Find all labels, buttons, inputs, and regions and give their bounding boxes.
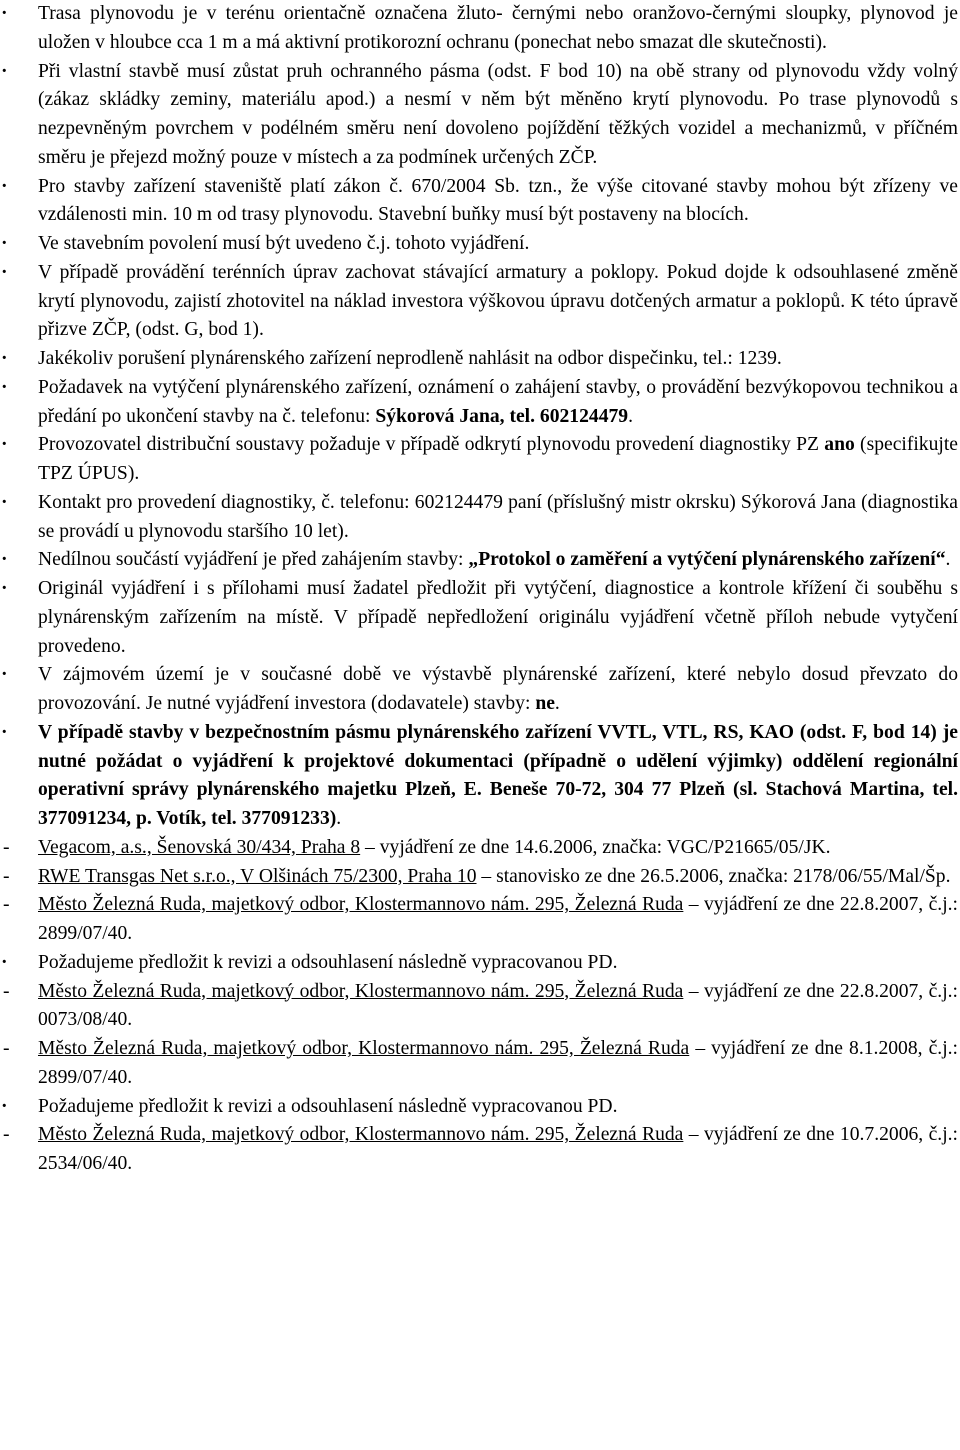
paragraph-text: – stanovisko ze dne 26.5.2006, značka: 2178/06/55/Mal/Šp.	[476, 865, 951, 887]
dash-marker: -	[3, 1038, 10, 1059]
bullet-marker: ·	[1, 491, 8, 513]
reference-item	[0, 1121, 960, 1179]
paragraph-text: V případě provádění terénních úprav zachovat stávající armatury a poklopy. Pokud dojde k odsouhlasené změně krytí plynovodu, zajistí zhotovitel na náklad investora výškovou úpravu dotčených armatur a poklopů. K této úpravě přizve ZČP, (odst. G, bod 1).	[38, 261, 958, 341]
paragraph-text: .	[554, 693, 560, 714]
paragraph-text: .	[336, 808, 342, 829]
bullet-item	[0, 431, 960, 489]
organization-name: Vegacom, a.s., Šenovská 30/434, Praha 8	[38, 836, 361, 858]
paragraph-text: Požadujeme předložit k revizi a odsouhlasení následně vypracovanou PD.	[38, 951, 618, 973]
paragraph-text: Provozovatel distribuční soustavy požaduje v případě odkrytí plynovodu provedení diagnostiky PZ	[38, 434, 825, 456]
paragraph-text: Nedílnou součástí vyjádření je před zahájením stavby:	[38, 549, 469, 571]
paragraph-text: Trasa plynovodu je v terénu orientačně označena žluto- černými nebo oranžovo-černými sloupky, plynovod je uložen v hloubce cca 1 m a má aktivní protikorozní ochranu (ponechat nebo smazat dle skutečnosti).	[38, 3, 958, 53]
bullet-marker: ·	[1, 434, 8, 456]
dash-marker: -	[3, 980, 10, 1002]
bullet-item	[0, 173, 960, 231]
bullet-marker: ·	[1, 60, 8, 82]
paragraph-text: Ve stavebním povolení musí být uvedeno č.j. tohoto vyjádření.	[38, 233, 530, 254]
bullet-marker: ·	[1, 664, 8, 686]
paragraph-text: Jakékoliv porušení plynárenského zařízení neprodleně nahlásit na odbor dispečinku, tel.: 1239.	[38, 348, 782, 369]
bullet-item	[0, 489, 960, 547]
paragraph-text: – vyjádření ze dne 8.1.2008, č.j.: 2899/07/40.	[38, 1038, 958, 1088]
bullet-item	[0, 1093, 960, 1122]
bullet-item	[0, 230, 960, 259]
dash-marker: -	[3, 836, 10, 858]
organization-name: Město Železná Ruda, majetkový odbor, Klostermannovo nám. 295, Železná Ruda	[38, 1124, 684, 1146]
organization-name: Město Železná Ruda, majetkový odbor, Klostermannovo nám. 295, Železná Ruda	[38, 980, 684, 1002]
paragraph-text: – vyjádření ze dne 22.8.2007, č.j.: 0073/08/40.	[38, 980, 958, 1031]
reference-item	[0, 1035, 960, 1093]
bullet-item	[0, 546, 960, 575]
emphasized-text: ne	[535, 693, 555, 714]
bullet-item	[0, 345, 960, 374]
bullet-item	[0, 374, 960, 432]
dash-marker: -	[3, 894, 10, 916]
paragraph-text: Požadujeme předložit k revizi a odsouhlasení následně vypracovanou PD.	[38, 1095, 618, 1117]
paragraph-text: .	[945, 549, 951, 571]
reference-item	[0, 978, 960, 1036]
paragraph-text: V zájmovém území je v současné době ve výstavbě plynárenské zařízení, které nebylo dosud převzato do provozování. Je nutné vyjádření investora (dodavatele) stavby:	[38, 664, 958, 714]
paragraph-text: – vyjádření ze dne 14.6.2006, značka: VGC/P21665/05/JK.	[360, 836, 831, 858]
dash-marker: -	[3, 865, 10, 887]
paragraph-text: – vyjádření ze dne 22.8.2007, č.j.: 2899/07/40.	[38, 894, 958, 944]
bullet-item	[0, 0, 960, 58]
paragraph-text: Požadavek na vytýčení plynárenského zařízení, oznámení o zahájení stavby, o provádění bezvýkopovou technikou a předání po ukončení stavby na č. telefonu:	[38, 376, 958, 427]
emphasized-text: Sýkorová Jana, tel. 602124479	[375, 405, 629, 427]
paragraph-text: Originál vyjádření i s přílohami musí žadatel předložit při vytýčení, diagnostice a kontrole křížení či souběhu s plynárenským zařízením na místě. V případě nepředložení originálu vyjádření včetně příloh nebude vytyčení provedeno.	[38, 578, 958, 657]
emphasized-text: V případě stavby v bezpečnostním pásmu plynárenského zařízení VVTL, VTL, RS, KAO (odst. F, bod 14) je nutné požádat o vyjádření k projektové dokumentaci (případně o udělení výjimky) oddělení regionální operativní správy plynárenského majetku Plzeň, E. Beneše 70-72, 304 77 Plzeň (sl. Stachová Martina, tel. 377091234, p. Votík, tel. 377091233)	[38, 721, 958, 829]
bullet-item	[0, 58, 960, 173]
reference-item	[0, 863, 960, 892]
emphasized-text: ano	[824, 434, 855, 456]
paragraph-text: Pro stavby zařízení staveniště platí zákon č. 670/2004 Sb. tzn., že výše citované stavby mohou být zřízeny ve vzdálenosti min. 10 m od trasy plynovodu. Stavební buňky musí být postaveny na blocích.	[38, 175, 958, 226]
organization-name: Město Železná Ruda, majetkový odbor, Klostermannovo nám. 295, Železná Ruda	[38, 1038, 690, 1059]
bullet-item	[0, 949, 960, 978]
bullet-marker: ·	[1, 233, 8, 254]
emphasized-text: „Protokol o zaměření a vytýčení plynárenského zařízení“	[468, 549, 946, 571]
bullet-marker: ·	[1, 1095, 8, 1117]
reference-item	[0, 891, 960, 949]
bullet-marker: ·	[1, 376, 8, 398]
bullet-marker: ·	[1, 3, 8, 24]
bullet-marker: ·	[1, 721, 8, 743]
bullet-item	[0, 575, 960, 661]
bullet-item	[0, 719, 960, 834]
bullet-marker: ·	[1, 261, 8, 283]
bullet-marker: ·	[1, 549, 8, 571]
bullet-marker: ·	[1, 578, 8, 599]
paragraph-text: .	[628, 405, 633, 427]
paragraph-text: Při vlastní stavbě musí zůstat pruh ochranného pásma (odst. F bod 10) na obě strany od plynovodu vždy volný (zákaz skládky zeminy, materiálu apod.) a nesmí v něm být měněno krytí plynovodu. Po trase plynovodů s nezpevněným povrchem v podélném směru není dovoleno pojíždění těžkých vozidel a mechanizmů, v příčném směru je přejezd možný pouze v místech a za podmínek určených ZČP.	[38, 60, 958, 168]
organization-name: Město Železná Ruda, majetkový odbor, Klostermannovo nám. 295, Železná Ruda	[38, 894, 684, 916]
paragraph-text: (specifikujte TPZ ÚPUS).	[38, 434, 958, 484]
bullet-item	[0, 259, 960, 345]
organization-name: RWE Transgas Net s.r.o., V Olšinách 75/2300, Praha 10	[38, 865, 477, 887]
reference-item	[0, 834, 960, 863]
paragraph-text: – vyjádření ze dne 10.7.2006, č.j.: 2534/06/40.	[38, 1124, 958, 1174]
bullet-marker: ·	[1, 175, 8, 197]
dash-marker: -	[3, 1124, 10, 1146]
bullet-item	[0, 661, 960, 719]
paragraph-text: Kontakt pro provedení diagnostiky, č. telefonu: 602124479 paní (příslušný mistr okrsku) Sýkorová Jana (diagnostika se provádí u plynovodu staršího 10 let).	[38, 491, 958, 542]
bullet-marker: ·	[1, 348, 8, 369]
bullet-marker: ·	[1, 951, 8, 973]
